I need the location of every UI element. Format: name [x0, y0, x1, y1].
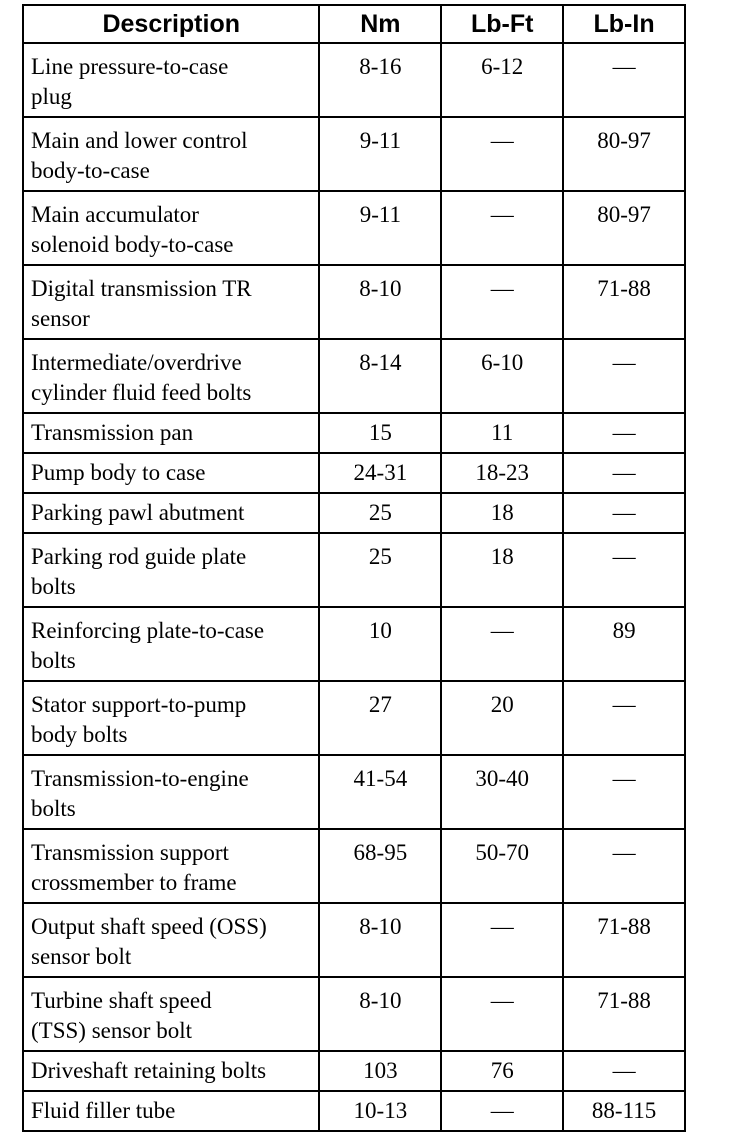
lbin-cell: 88-115 [563, 1091, 685, 1131]
lbin-cell: — [563, 829, 685, 903]
description-cell [23, 493, 319, 533]
description-line: Reinforcing plate-to-case [31, 618, 265, 643]
table-row [23, 43, 685, 117]
nm-cell: 25 [319, 533, 441, 607]
nm-cell: 24-31 [319, 453, 441, 493]
lbft-cell: 76 [441, 1051, 563, 1091]
description-cell [23, 607, 319, 681]
description-line: Transmission pan [31, 420, 194, 445]
header-lbft: Lb-Ft [441, 5, 563, 43]
description-cell [23, 755, 319, 829]
lbin-cell: 80-97 [563, 117, 685, 191]
table-row [23, 1051, 685, 1091]
lbin-cell: — [563, 453, 685, 493]
description-cell [23, 903, 319, 977]
lbft-cell: 6-12 [441, 43, 563, 117]
nm-cell: 68-95 [319, 829, 441, 903]
description-line: Intermediate/overdrive [31, 350, 242, 375]
lbft-cell: — [441, 1091, 563, 1131]
lbin-cell: — [563, 413, 685, 453]
table-row [23, 191, 685, 265]
table-row [23, 453, 685, 493]
description-cell [23, 191, 319, 265]
lbin-cell: — [563, 339, 685, 413]
description-line: sensor bolt [31, 944, 132, 969]
description-line: Line pressure-to-case [31, 54, 229, 79]
description-cell [23, 829, 319, 903]
header-nm: Nm [319, 5, 441, 43]
description-line: Transmission support [31, 840, 229, 865]
lbin-cell: 71-88 [563, 265, 685, 339]
nm-cell: 27 [319, 681, 441, 755]
lbft-cell: 18 [441, 533, 563, 607]
description-line: body bolts [31, 722, 128, 747]
table-row [23, 681, 685, 755]
lbft-cell: 18-23 [441, 453, 563, 493]
description-cell [23, 117, 319, 191]
nm-cell: 9-11 [319, 191, 441, 265]
nm-cell: 9-11 [319, 117, 441, 191]
description-line: Parking pawl abutment [31, 500, 245, 525]
lbin-cell: — [563, 1051, 685, 1091]
table-row [23, 339, 685, 413]
description-line: Transmission-to-engine [31, 766, 249, 791]
table-row [23, 265, 685, 339]
description-cell [23, 339, 319, 413]
description-line: Main and lower control [31, 128, 248, 153]
description-cell [23, 413, 319, 453]
lbft-cell: — [441, 903, 563, 977]
lbft-cell: — [441, 191, 563, 265]
lbin-cell: 71-88 [563, 977, 685, 1051]
description-line: sensor [31, 306, 90, 331]
description-line: cylinder fluid feed bolts [31, 380, 252, 405]
lbin-cell: — [563, 533, 685, 607]
table-body [23, 43, 685, 1131]
description-cell [23, 977, 319, 1051]
description-cell [23, 681, 319, 755]
lbin-cell: — [563, 493, 685, 533]
description-line: Pump body to case [31, 460, 206, 485]
table-row [23, 117, 685, 191]
lbft-cell: 50-70 [441, 829, 563, 903]
lbft-cell: 6-10 [441, 339, 563, 413]
nm-cell: 15 [319, 413, 441, 453]
nm-cell: 10-13 [319, 1091, 441, 1131]
description-line: Main accumulator [31, 202, 199, 227]
lbft-cell: 30-40 [441, 755, 563, 829]
table-row [23, 977, 685, 1051]
torque-spec-table [22, 4, 686, 1132]
description-line: plug [31, 84, 72, 109]
table-row [23, 607, 685, 681]
nm-cell: 25 [319, 493, 441, 533]
table-row [23, 903, 685, 977]
description-line: Output shaft speed (OSS) [31, 914, 267, 939]
description-line: Digital transmission TR [31, 276, 252, 301]
lbin-cell: — [563, 43, 685, 117]
table-row [23, 829, 685, 903]
table-row [23, 533, 685, 607]
description-line: crossmember to frame [31, 870, 237, 895]
lbin-cell: — [563, 755, 685, 829]
nm-cell: 10 [319, 607, 441, 681]
lbft-cell: — [441, 977, 563, 1051]
lbft-cell: — [441, 117, 563, 191]
table-row [23, 755, 685, 829]
table-row [23, 1091, 685, 1131]
description-cell [23, 265, 319, 339]
nm-cell: 8-10 [319, 265, 441, 339]
description-cell [23, 43, 319, 117]
header-description: Description [23, 5, 319, 43]
lbft-cell: — [441, 265, 563, 339]
description-line: bolts [31, 648, 76, 673]
description-line: bolts [31, 796, 76, 821]
nm-cell: 8-10 [319, 977, 441, 1051]
description-cell [23, 1091, 319, 1131]
lbft-cell: 20 [441, 681, 563, 755]
nm-cell: 8-16 [319, 43, 441, 117]
description-line: bolts [31, 574, 76, 599]
lbft-cell: — [441, 607, 563, 681]
header-row [23, 5, 685, 43]
table-row [23, 413, 685, 453]
table-row [23, 493, 685, 533]
lbin-cell: 71-88 [563, 903, 685, 977]
nm-cell: 8-14 [319, 339, 441, 413]
description-line: Driveshaft retaining bolts [31, 1058, 267, 1083]
nm-cell: 8-10 [319, 903, 441, 977]
description-cell [23, 1051, 319, 1091]
description-line: Parking rod guide plate [31, 544, 247, 569]
description-line: solenoid body-to-case [31, 232, 234, 257]
description-line: (TSS) sensor bolt [31, 1018, 192, 1043]
header-lbin: Lb-In [563, 5, 685, 43]
description-line: body-to-case [31, 158, 150, 183]
description-cell [23, 533, 319, 607]
description-line: Fluid filler tube [31, 1098, 176, 1123]
nm-cell: 41-54 [319, 755, 441, 829]
lbft-cell: 18 [441, 493, 563, 533]
lbft-cell: 11 [441, 413, 563, 453]
lbin-cell: 89 [563, 607, 685, 681]
description-line: Stator support-to-pump [31, 692, 247, 717]
lbin-cell: — [563, 681, 685, 755]
description-cell [23, 453, 319, 493]
lbin-cell: 80-97 [563, 191, 685, 265]
description-line: Turbine shaft speed [31, 988, 212, 1013]
nm-cell: 103 [319, 1051, 441, 1091]
